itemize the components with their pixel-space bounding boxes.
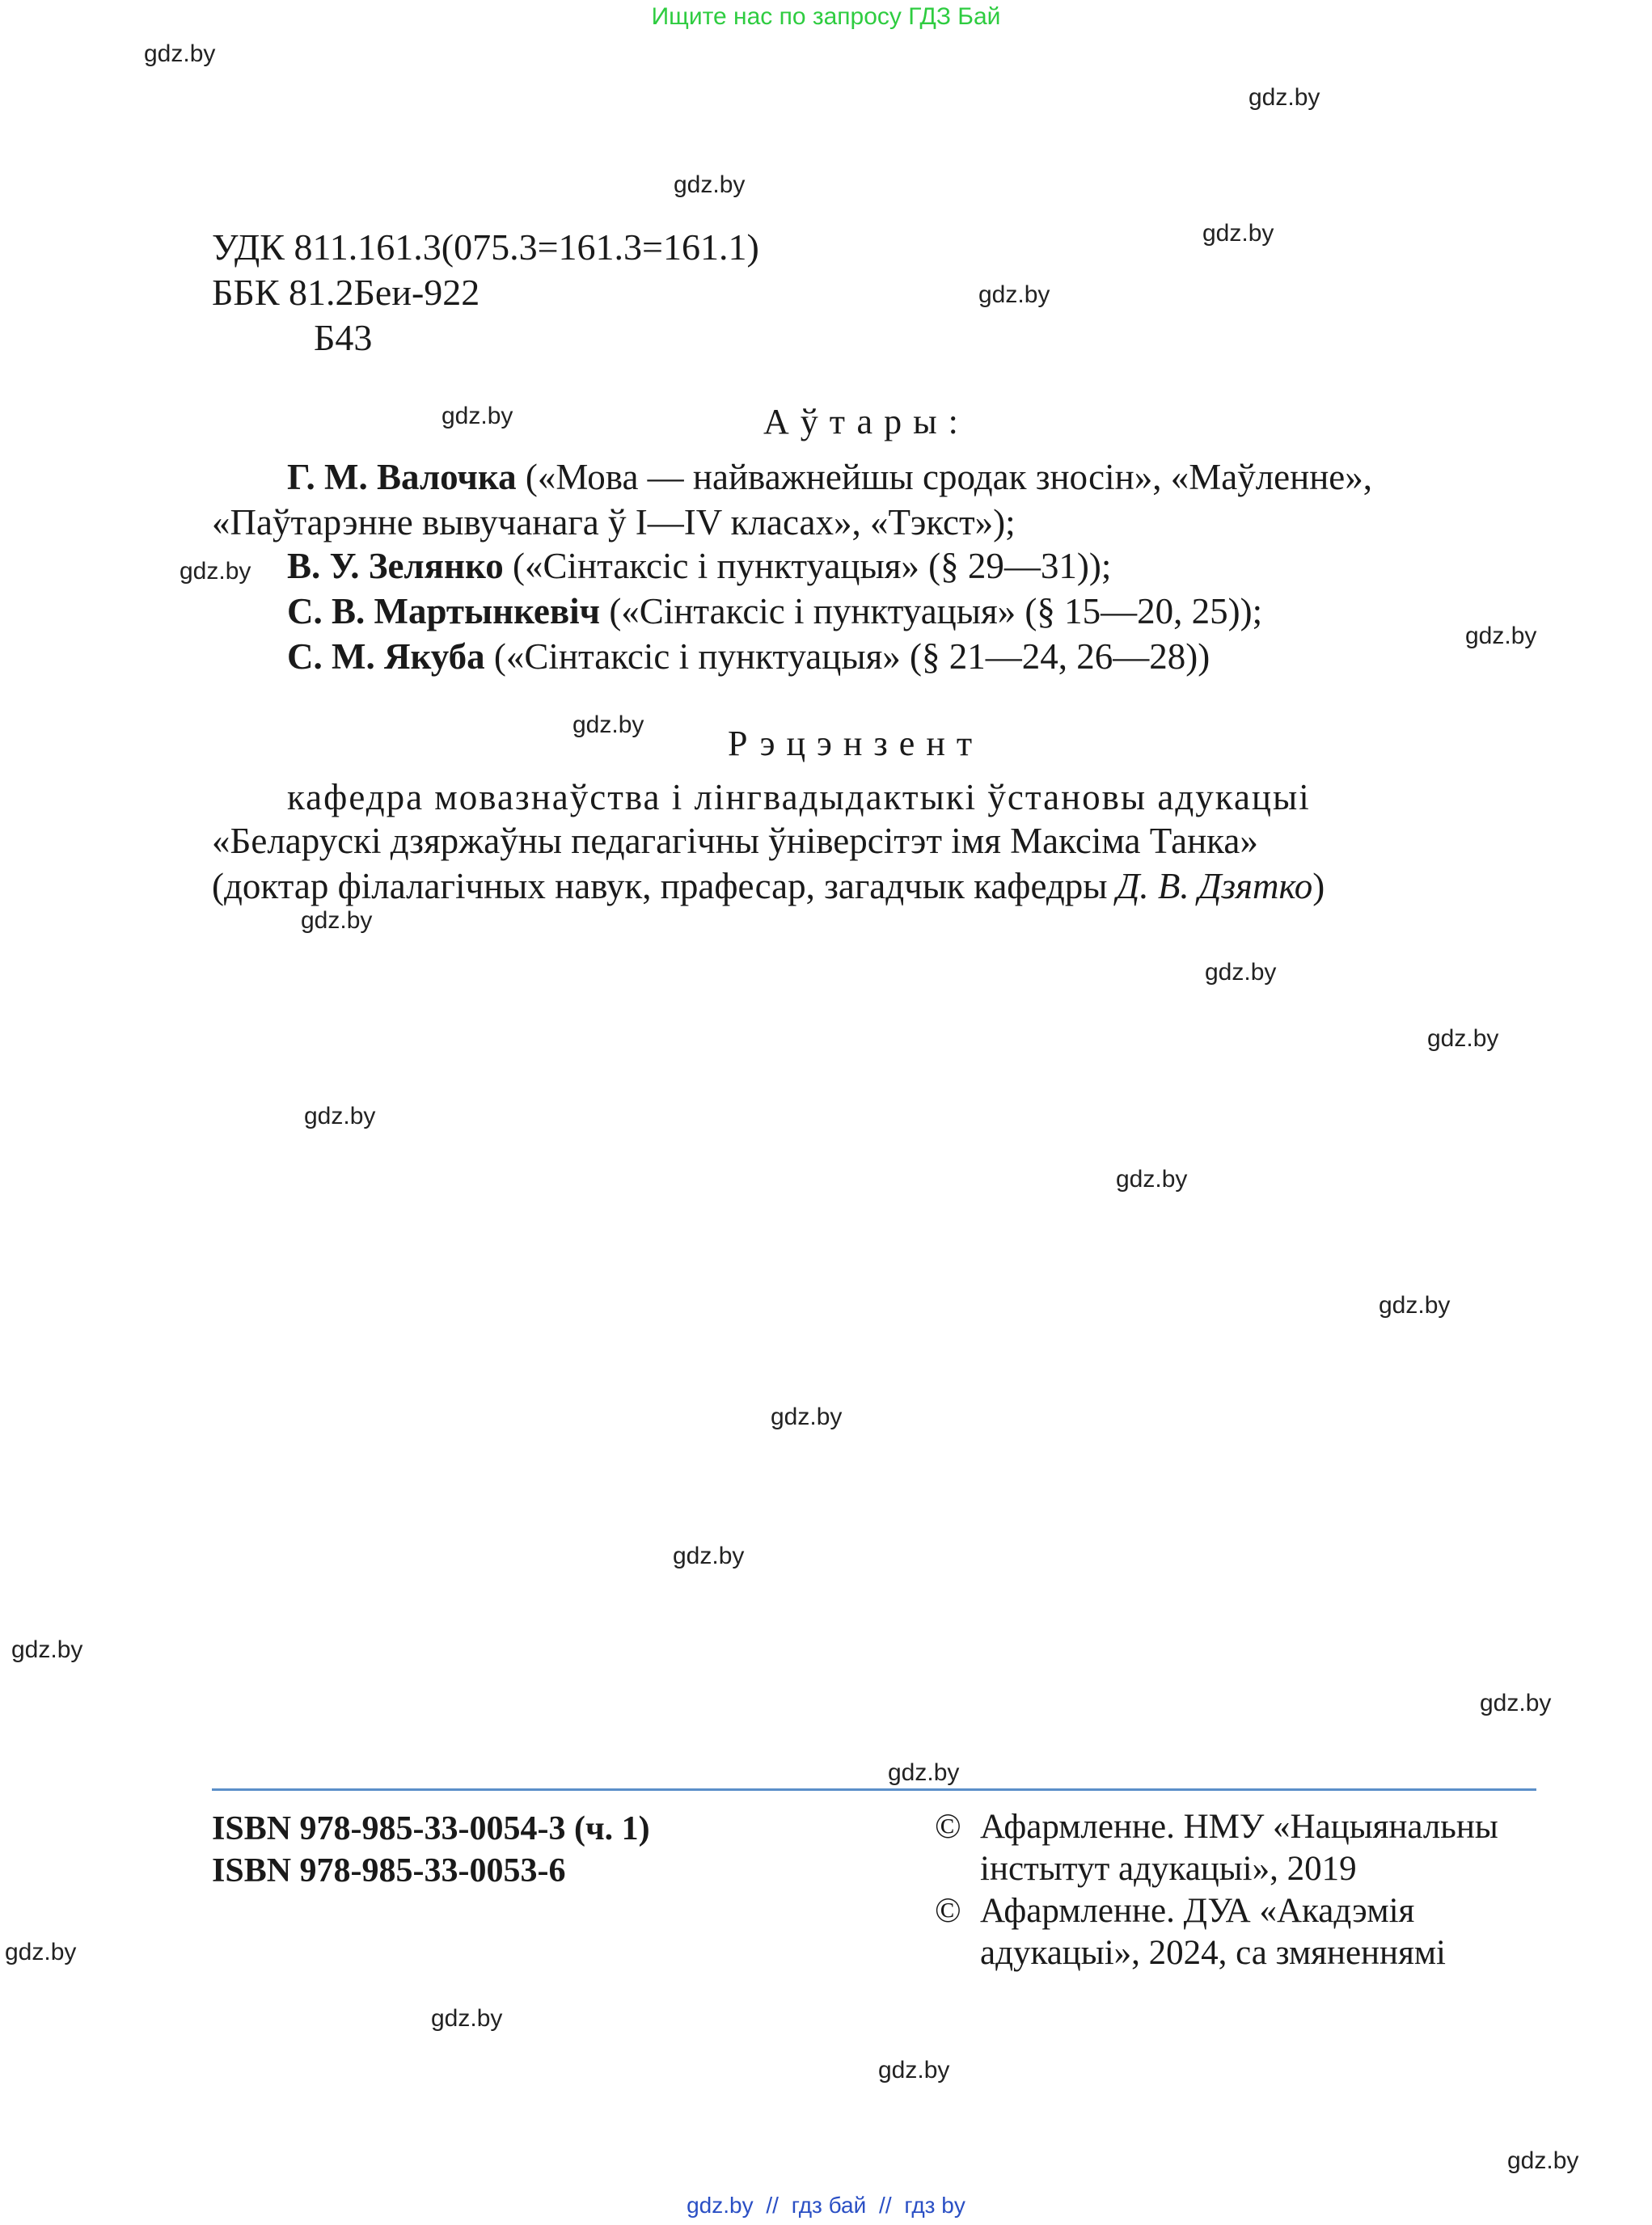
footer-link-gdz-by-cyr[interactable]: гдз by — [904, 2193, 965, 2218]
reviewer-line — [212, 863, 1325, 909]
watermark: gdz.by — [180, 558, 251, 585]
footer-separator: // — [766, 2193, 779, 2218]
author-line — [287, 543, 1111, 589]
author-name: Г. М. Валочка — [287, 457, 517, 497]
author-works: («Сінтаксіс і пунктуацыя» (§ 15—20, 25)); — [600, 591, 1263, 631]
watermark: gdz.by — [5, 1939, 77, 1965]
footer-link-gdz-by[interactable]: gdz.by — [687, 2193, 754, 2218]
watermark: gdz.by — [442, 403, 513, 429]
watermark: gdz.by — [1465, 623, 1537, 649]
reviewer-line: кафедра мовазнаўства і лінгвадыдактыкі ўстановы адукацыі — [287, 777, 1311, 817]
watermark: gdz.by — [301, 907, 373, 934]
bbk-code: ББК 81.2Беи-922 — [212, 272, 480, 313]
watermark: gdz.by — [431, 2005, 503, 2032]
author-works: («Сінтаксіс і пунктуацыя» (§ 21—24, 26—28)) — [484, 636, 1210, 677]
author-mark: Б43 — [314, 317, 373, 358]
footer-separator: // — [879, 2193, 892, 2218]
watermark: gdz.by — [572, 711, 644, 738]
copyright-line: адукацыі», 2024, са змяненнямі — [980, 1934, 1447, 1972]
author-name: С. М. Якуба — [287, 636, 485, 677]
reviewer-heading: Рэцэнзент — [728, 724, 984, 763]
watermark: gdz.by — [1249, 84, 1320, 111]
reviewer-position: (доктар філалагічных навук, прафесар, загадчык кафедры — [212, 866, 1117, 906]
watermark: gdz.by — [1116, 1166, 1188, 1193]
watermark: gdz.by — [673, 1543, 745, 1569]
author-line — [287, 634, 1210, 679]
isbn-set: ISBN 978-985-33-0053-6 — [212, 1852, 566, 1889]
isbn-part-1: ISBN 978-985-33-0054-3 (ч. 1) — [212, 1810, 650, 1847]
watermark: gdz.by — [144, 40, 216, 67]
reviewer-line: «Беларускі дзяржаўны педагагічны ўніверсітэт імя Максіма Танка» — [212, 821, 1258, 861]
copyright-line: інстытут адукацыі», 2019 — [980, 1850, 1357, 1888]
authors-heading: Аўтары: — [763, 402, 970, 441]
closing-paren: ) — [1312, 866, 1325, 906]
watermark: gdz.by — [1427, 1025, 1499, 1052]
watermark: gdz.by — [674, 171, 746, 198]
watermark: gdz.by — [771, 1404, 843, 1430]
watermark: gdz.by — [1507, 2147, 1579, 2174]
copyright-line: Афармленне. ДУА «Акадэмія — [980, 1892, 1415, 1930]
author-works: («Сінтаксіс і пунктуацыя» (§ 29—31)); — [503, 546, 1112, 586]
watermark: gdz.by — [978, 281, 1050, 308]
author-works: «Паўтарэнне вывучанага ў I—IV класах», «Тэкст»); — [212, 502, 1016, 543]
author-line — [212, 500, 1016, 545]
author-line — [287, 589, 1262, 634]
watermark: gdz.by — [888, 1759, 960, 1786]
watermark: gdz.by — [878, 2057, 950, 2084]
copyright-line: Афармленне. НМУ «Нацыянальны — [980, 1808, 1498, 1846]
watermark: gdz.by — [304, 1103, 376, 1129]
watermark: gdz.by — [1205, 959, 1277, 986]
watermark: gdz.by — [1202, 220, 1274, 247]
watermark: gdz.by — [11, 1636, 83, 1663]
author-works: («Мова — найважнейшы сродак зносін», «Маўленне», — [516, 457, 1373, 497]
copyright-symbol: © — [935, 1808, 961, 1846]
footer-link-gdz-bai[interactable]: гдз бай — [791, 2193, 867, 2218]
udk-code: УДК 811.161.3(075.3=161.3=161.1) — [212, 226, 759, 268]
author-name: В. У. Зелянко — [287, 546, 504, 586]
copyright-symbol: © — [935, 1892, 961, 1930]
watermark: gdz.by — [1480, 1690, 1552, 1716]
reviewer-name: Д. В. Дзятко — [1116, 866, 1313, 906]
author-line — [287, 454, 1372, 500]
author-name: С. В. Мартынкевіч — [287, 591, 601, 631]
search-banner[interactable]: Ищите нас по запросу ГДЗ Бай — [651, 3, 1001, 30]
watermark: gdz.by — [1379, 1292, 1451, 1319]
divider-line — [212, 1788, 1536, 1791]
footer-links — [0, 2193, 1652, 2219]
